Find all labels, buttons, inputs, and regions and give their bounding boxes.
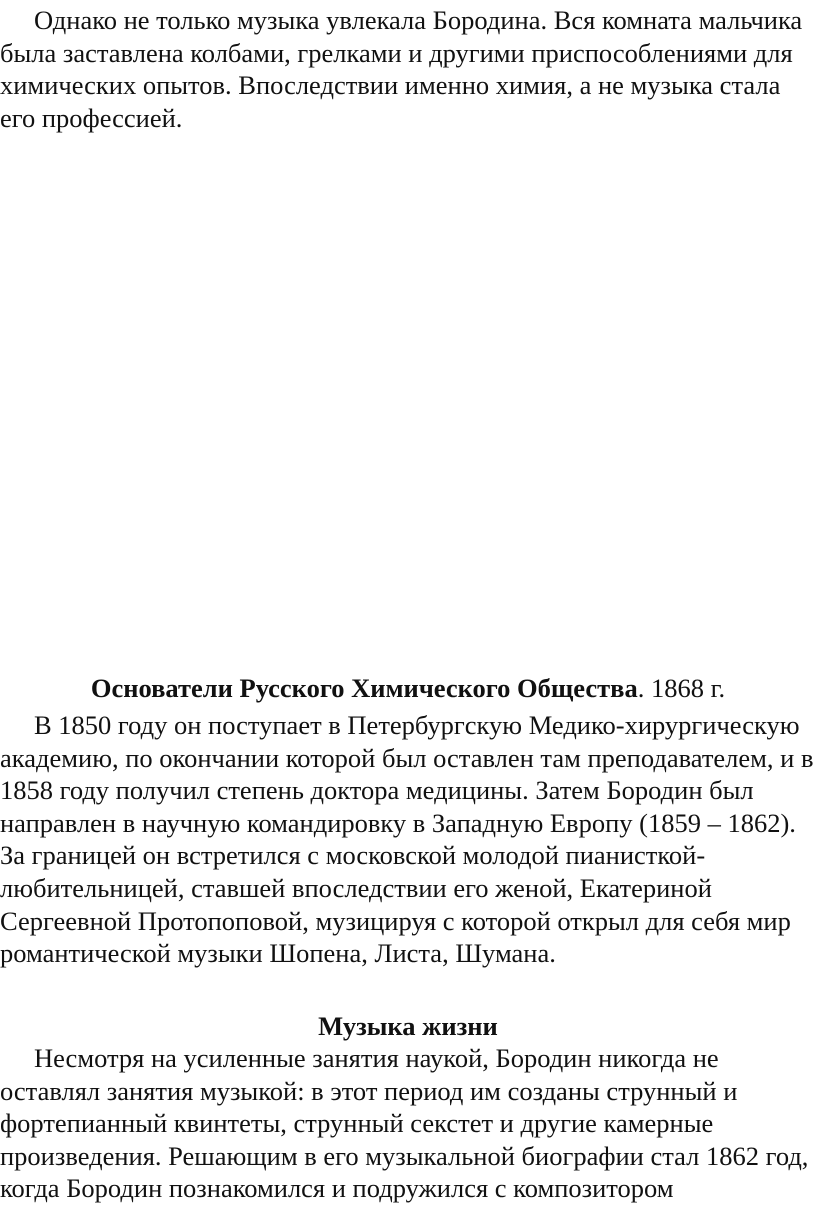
figure-caption-title: Основатели Русского Химического Общества bbox=[90, 673, 638, 703]
figure-caption bbox=[0, 672, 816, 705]
figure-caption-year: . 1868 г. bbox=[637, 673, 726, 703]
photo-placeholder bbox=[0, 160, 816, 660]
paragraph-academy: В 1850 году он поступает в Петербургскую Медико-хирургическую академию, по окончании которой был оставлен там преподавателем, и в 1858 году получил степень доктора медицины. Затем Бородин был направлен в научную командировку в Западную Европу (1859 – 1862). За границей он встретился с московской молодой пианисткой-любительницей, ставшей впоследствии его женой, Екатериной Сергеевной Протопоповой, музицируя с которой открыл для себя мир романтической музыки Шопена, Листа, Шумана. bbox=[0, 710, 814, 969]
paragraph-intro: Однако не только музыка увлекала Бородина. Вся комната мальчика была заставлена колбами, грелками и другими приспособлениями для химических опытов. Впоследствии именно химия, а не музыка стала его профессией. bbox=[0, 5, 803, 133]
paragraph-music: Несмотря на усиленные занятия наукой, Бородин никогда не оставлял занятия музыкой: в этот период им созданы струнный и фортепианный квинтеты, струнный секстет и другие камерные произведения. Решающим в его музыкальной биографии стал 1862 год, когда Бородин познакомился и подружился с композитором bbox=[0, 1043, 809, 1204]
section-heading: Музыка жизни bbox=[318, 1011, 498, 1041]
